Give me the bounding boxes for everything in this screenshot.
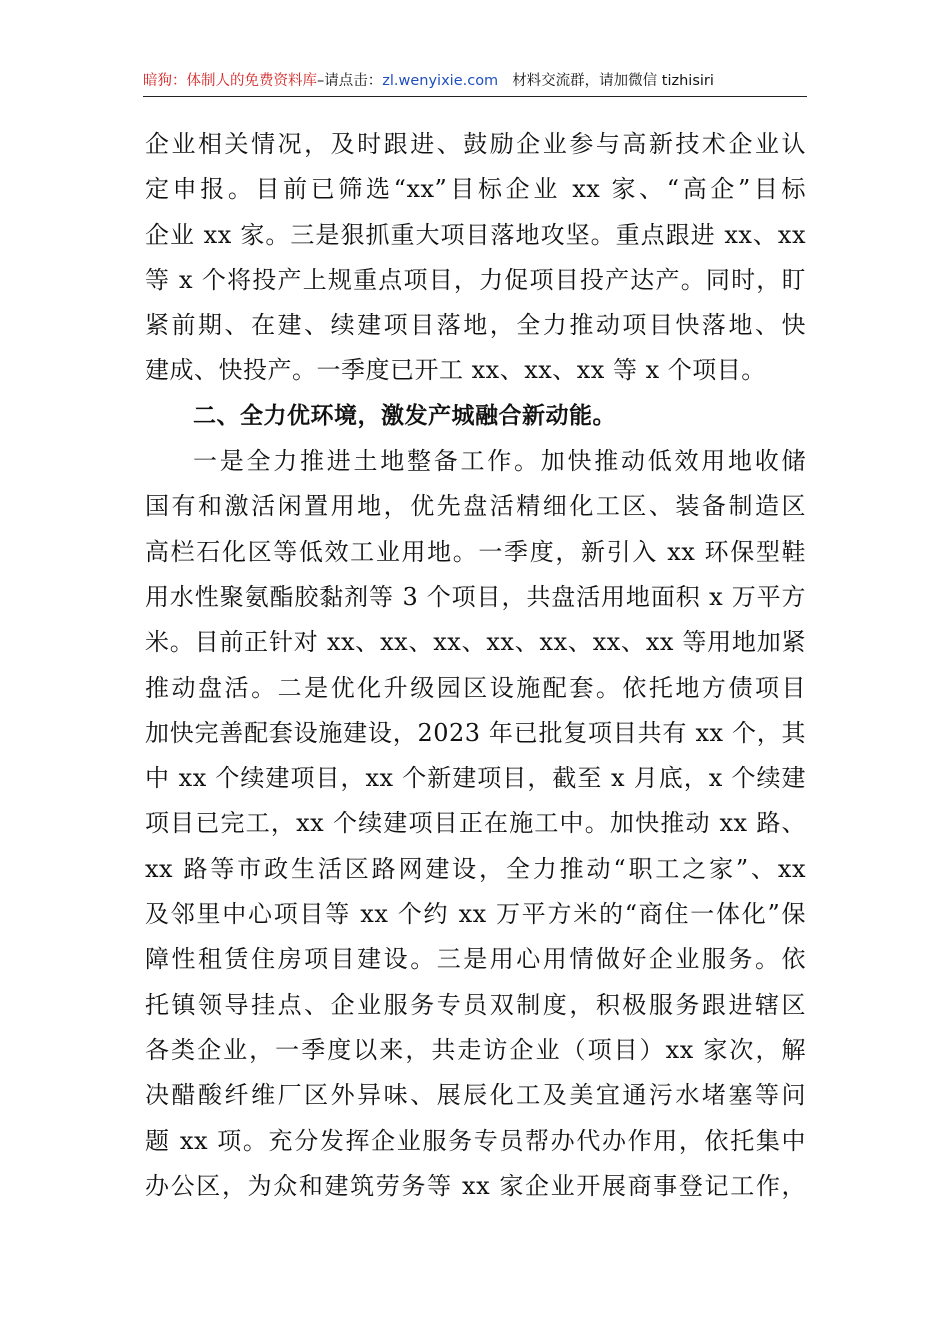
page-header bbox=[143, 66, 807, 97]
header-group-note: 材料交流群，请加微信 tizhisiri bbox=[512, 73, 714, 89]
text-line: 加快完善配套设施建设，2023 年已批复项目共有 xx 个，其 bbox=[145, 718, 806, 747]
section-heading: 二、全力优环境，激发产城融合新动能。 bbox=[193, 402, 616, 429]
text-line: 决醋酸纤维厂区外异味、展辰化工及美宜通污水堵塞等问 bbox=[145, 1081, 806, 1110]
header-brand: 暗狗：体制人的免费资料库 bbox=[143, 73, 317, 89]
text-line: 国有和激活闲置用地，优先盘活精细化工区、装备制造区 bbox=[145, 492, 806, 521]
text-line: 米。目前正针对 xx、xx、xx、xx、xx、xx、xx 等用地加紧 bbox=[145, 628, 806, 657]
text-line: 定申报。目前已筛选“xx”目标企业 xx 家、“高企”目标 bbox=[145, 175, 806, 204]
text-line: 各类企业，一季度以来，共走访企业（项目）xx 家次，解 bbox=[145, 1035, 806, 1064]
document-body bbox=[145, 122, 806, 1209]
text-line: 障性租赁住房项目建设。三是用心用情做好企业服务。依 bbox=[145, 945, 806, 974]
text-line: xx 路等市政生活区路网建设，全力推动“职工之家”、xx bbox=[145, 854, 806, 883]
text-line: 办公区，为众和建筑劳务等 xx 家企业开展商事登记工作， bbox=[145, 1171, 806, 1200]
text-line: 及邻里中心项目等 xx 个约 xx 万平方米的“商住一体化”保 bbox=[145, 900, 806, 929]
text-line: 紧前期、在建、续建项目落地，全力推动项目快落地、快 bbox=[145, 311, 806, 340]
text-line: 托镇领导挂点、企业服务专员双制度，积极服务跟进辖区 bbox=[145, 990, 806, 1019]
text-line: 高栏石化区等低效工业用地。一季度，新引入 xx 环保型鞋 bbox=[145, 537, 806, 566]
text-line: 建成、快投产。一季度已开工 xx、xx、xx 等 x 个项目。 bbox=[145, 356, 766, 385]
header-prompt: –请点击： bbox=[317, 73, 383, 89]
text-line: 项目已完工，xx 个续建项目正在施工中。加快推动 xx 路、 bbox=[145, 809, 806, 838]
text-line: 企业相关情况，及时跟进、鼓励企业参与高新技术企业认 bbox=[145, 130, 806, 158]
text-line: 题 xx 项。充分发挥企业服务专员帮办代办作用，依托集中 bbox=[145, 1126, 806, 1155]
text-line: 推动盘活。二是优化升级园区设施配套。依托地方债项目 bbox=[145, 673, 806, 702]
text-line: 一是全力推进土地整备工作。加快推动低效用地收储 bbox=[193, 447, 806, 476]
header-link[interactable]: zl.wenyixie.com bbox=[382, 73, 499, 89]
paragraph-1 bbox=[145, 122, 806, 394]
text-line: 企业 xx 家。三是狠抓重大项目落地攻坚。重点跟进 xx、xx bbox=[145, 220, 806, 249]
text-line: 用水性聚氨酯胶黏剂等 3 个项目，共盘活用地面积 x 万平方 bbox=[145, 582, 806, 611]
text-line: 中 xx 个续建项目，xx 个新建项目，截至 x 月底，x 个续建 bbox=[145, 764, 806, 793]
paragraph-2 bbox=[145, 439, 806, 1209]
text-line: 等 x 个将投产上规重点项目，力促项目投产达产。同时，盯 bbox=[145, 265, 806, 294]
